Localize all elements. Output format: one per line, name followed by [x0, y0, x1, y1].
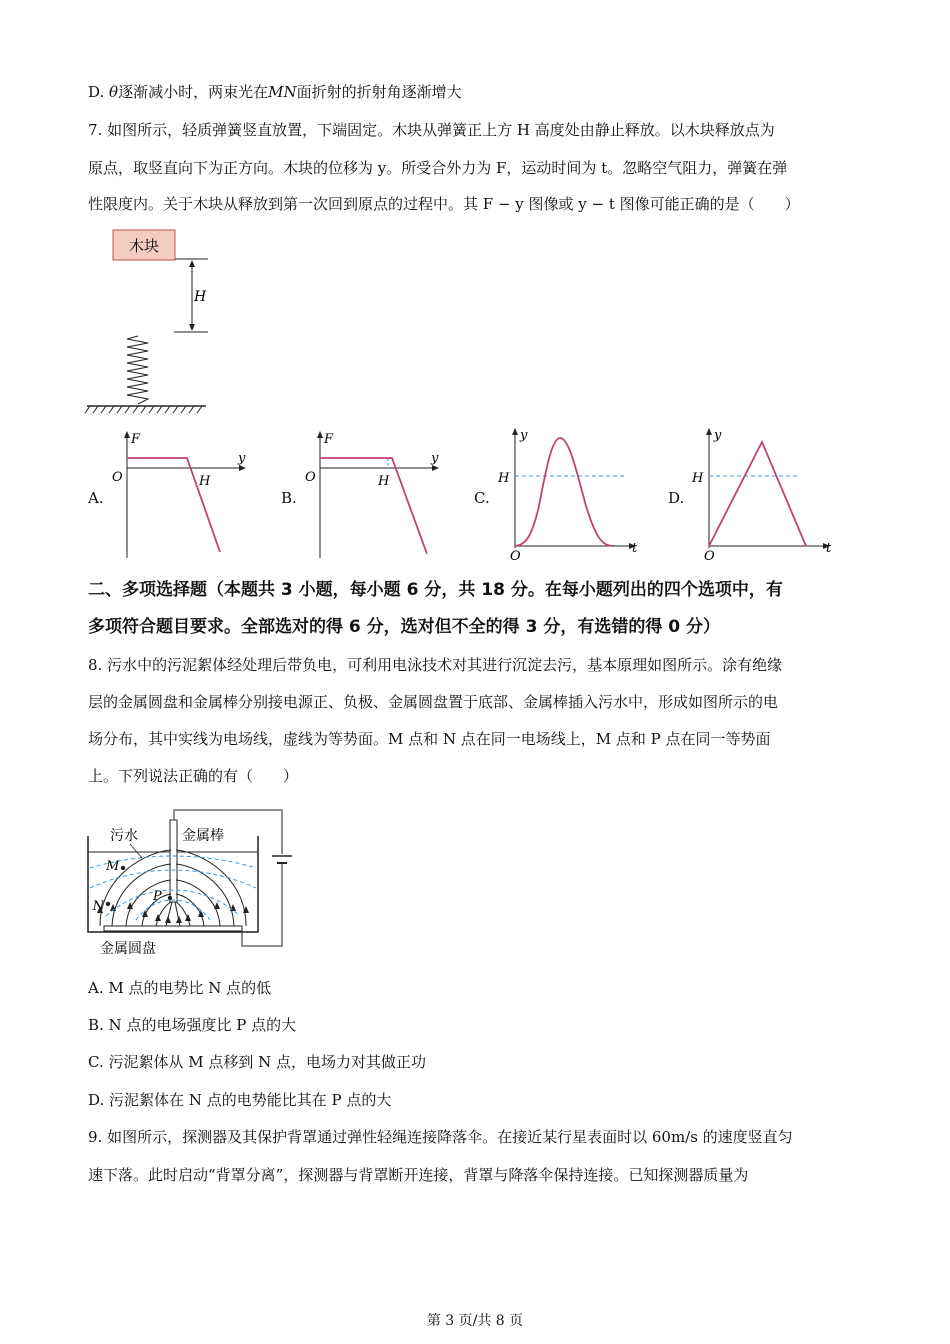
- graph-d: [688, 424, 838, 564]
- y-axis-arrow: [706, 428, 712, 435]
- q6-option-d: [88, 82, 462, 102]
- electrophoresis-figure: [86, 806, 296, 960]
- q9-line-1: 9. 如图所示，探测器及其保护背罩通过弹性轻绳连接降落伞。在接近某行星表面时以 60m/s 的速度竖直匀: [88, 1128, 793, 1146]
- label-rod: 金属棒: [182, 828, 224, 844]
- label-m: M: [106, 859, 120, 874]
- q8-line-2: 层的金属圆盘和金属棒分别接电源正、负极、金属圆盘置于底部、金属棒插入污水中，形成如图所示的电: [88, 693, 779, 711]
- q8-option-a: A. M 点的电势比 N 点的低: [88, 979, 272, 997]
- spring-block-figure: [84, 224, 214, 416]
- point-n: [106, 902, 110, 906]
- ground-hatching: [85, 406, 202, 413]
- h-label: H: [692, 471, 704, 486]
- mn-symbol: MN: [268, 83, 297, 101]
- section-heading-line-2: 多项符合题目要求。全部选对的得 6 分，选对但不全的得 3 分，有选错的得 0 分）: [88, 617, 720, 637]
- q8-option-b: B. N 点的电场强度比 P 点的大: [88, 1016, 297, 1034]
- y-label: y: [431, 451, 439, 466]
- f-y-curve: [127, 458, 220, 552]
- y-label: y: [714, 428, 722, 443]
- q8-line-4: 上。下列说法正确的有（ ）: [88, 767, 299, 785]
- h-label: H: [498, 471, 510, 486]
- arrow-head-down: [189, 324, 195, 331]
- graph-a: [108, 428, 248, 560]
- q7-line-3: 性限度内。关于木块从释放到第一次回到原点的过程中。其 F − y 图像或 y − t 图像可能正确的是（ ）: [88, 195, 800, 213]
- f-axis-arrow: [317, 431, 323, 438]
- q8-option-c: C. 污泥絮体从 M 点移到 N 点，电场力对其做正功: [88, 1053, 427, 1071]
- label-water: 污水: [110, 828, 138, 844]
- text: 逐渐减小时，两束光在: [118, 83, 269, 101]
- y-t-curve: [709, 442, 806, 546]
- h-label: H: [378, 474, 390, 489]
- label-p: P: [153, 889, 162, 904]
- label-disc: 金属圆盘: [100, 941, 156, 957]
- page-footer: 第 3 页/共 8 页: [426, 1313, 524, 1329]
- f-label: F: [131, 432, 141, 447]
- f-y-curve: [320, 458, 427, 554]
- q7-option-d: D.: [668, 489, 685, 507]
- graph-b: [301, 428, 441, 560]
- q7-line-2: 原点，取竖直向下为正方向。木块的位移为 y。所受合外力为 F，运动时间为 t。忽略空气阻力，弹簧在弹: [88, 159, 788, 177]
- q8-line-1: 8. 污水中的污泥絮体经处理后带负电，可利用电泳技术对其进行沉淀去污，基本原理如图所示。涂有绝缘: [88, 656, 783, 674]
- point-m: [121, 866, 125, 870]
- f-label: F: [324, 432, 334, 447]
- y-label: y: [520, 428, 528, 443]
- spring: [127, 336, 148, 404]
- height-label: H: [194, 289, 207, 305]
- q7-line-1: 7. 如图所示，轻质弹簧竖直放置，下端固定。木块从弹簧正上方 H 高度处由静止释放。以木块释放点为: [88, 121, 775, 139]
- q8-option-d: D. 污泥絮体在 N 点的电势能比其在 P 点的大: [88, 1091, 392, 1109]
- q7-option-a: A.: [88, 489, 104, 507]
- origin-label: O: [510, 549, 521, 564]
- q8-line-3: 场分布，其中实线为电场线，虚线为等势面。M 点和 N 点在同一电场线上，M 点和 P 点在同一等势面: [88, 730, 771, 748]
- f-axis-arrow: [124, 431, 130, 438]
- point-p: [168, 896, 172, 900]
- option-letter: D.: [88, 83, 105, 101]
- origin-label: O: [305, 470, 316, 485]
- q9-line-2: 速下落。此时启动“背罩分离”，探测器与背罩断开连接，背罩与降落伞保持连接。已知探测器质量为: [88, 1166, 749, 1184]
- y-label: y: [238, 451, 246, 466]
- metal-disc: [104, 926, 242, 931]
- block-label: 木块: [128, 237, 160, 255]
- h-label: H: [199, 474, 211, 489]
- water-leader: [130, 844, 142, 858]
- t-label: t: [632, 541, 638, 556]
- arrow-head-up: [189, 260, 195, 267]
- t-label: t: [826, 541, 832, 556]
- y-axis-arrow: [512, 428, 518, 435]
- circuit-wire-bottom: [242, 864, 282, 946]
- label-n: N: [92, 899, 104, 914]
- y-t-curve: [515, 438, 614, 546]
- graph-c: [494, 424, 644, 564]
- q7-option-b: B.: [281, 489, 297, 507]
- theta-symbol: θ: [109, 83, 119, 101]
- text: 面折射的折射角逐渐增大: [296, 83, 462, 101]
- origin-label: O: [704, 549, 715, 564]
- origin-label: O: [112, 470, 123, 485]
- section-heading-line-1: 二、多项选择题（本题共 3 小题，每小题 6 分，共 18 分。在每小题列出的四个选项中，有: [88, 580, 783, 600]
- q7-option-c: C.: [474, 489, 490, 507]
